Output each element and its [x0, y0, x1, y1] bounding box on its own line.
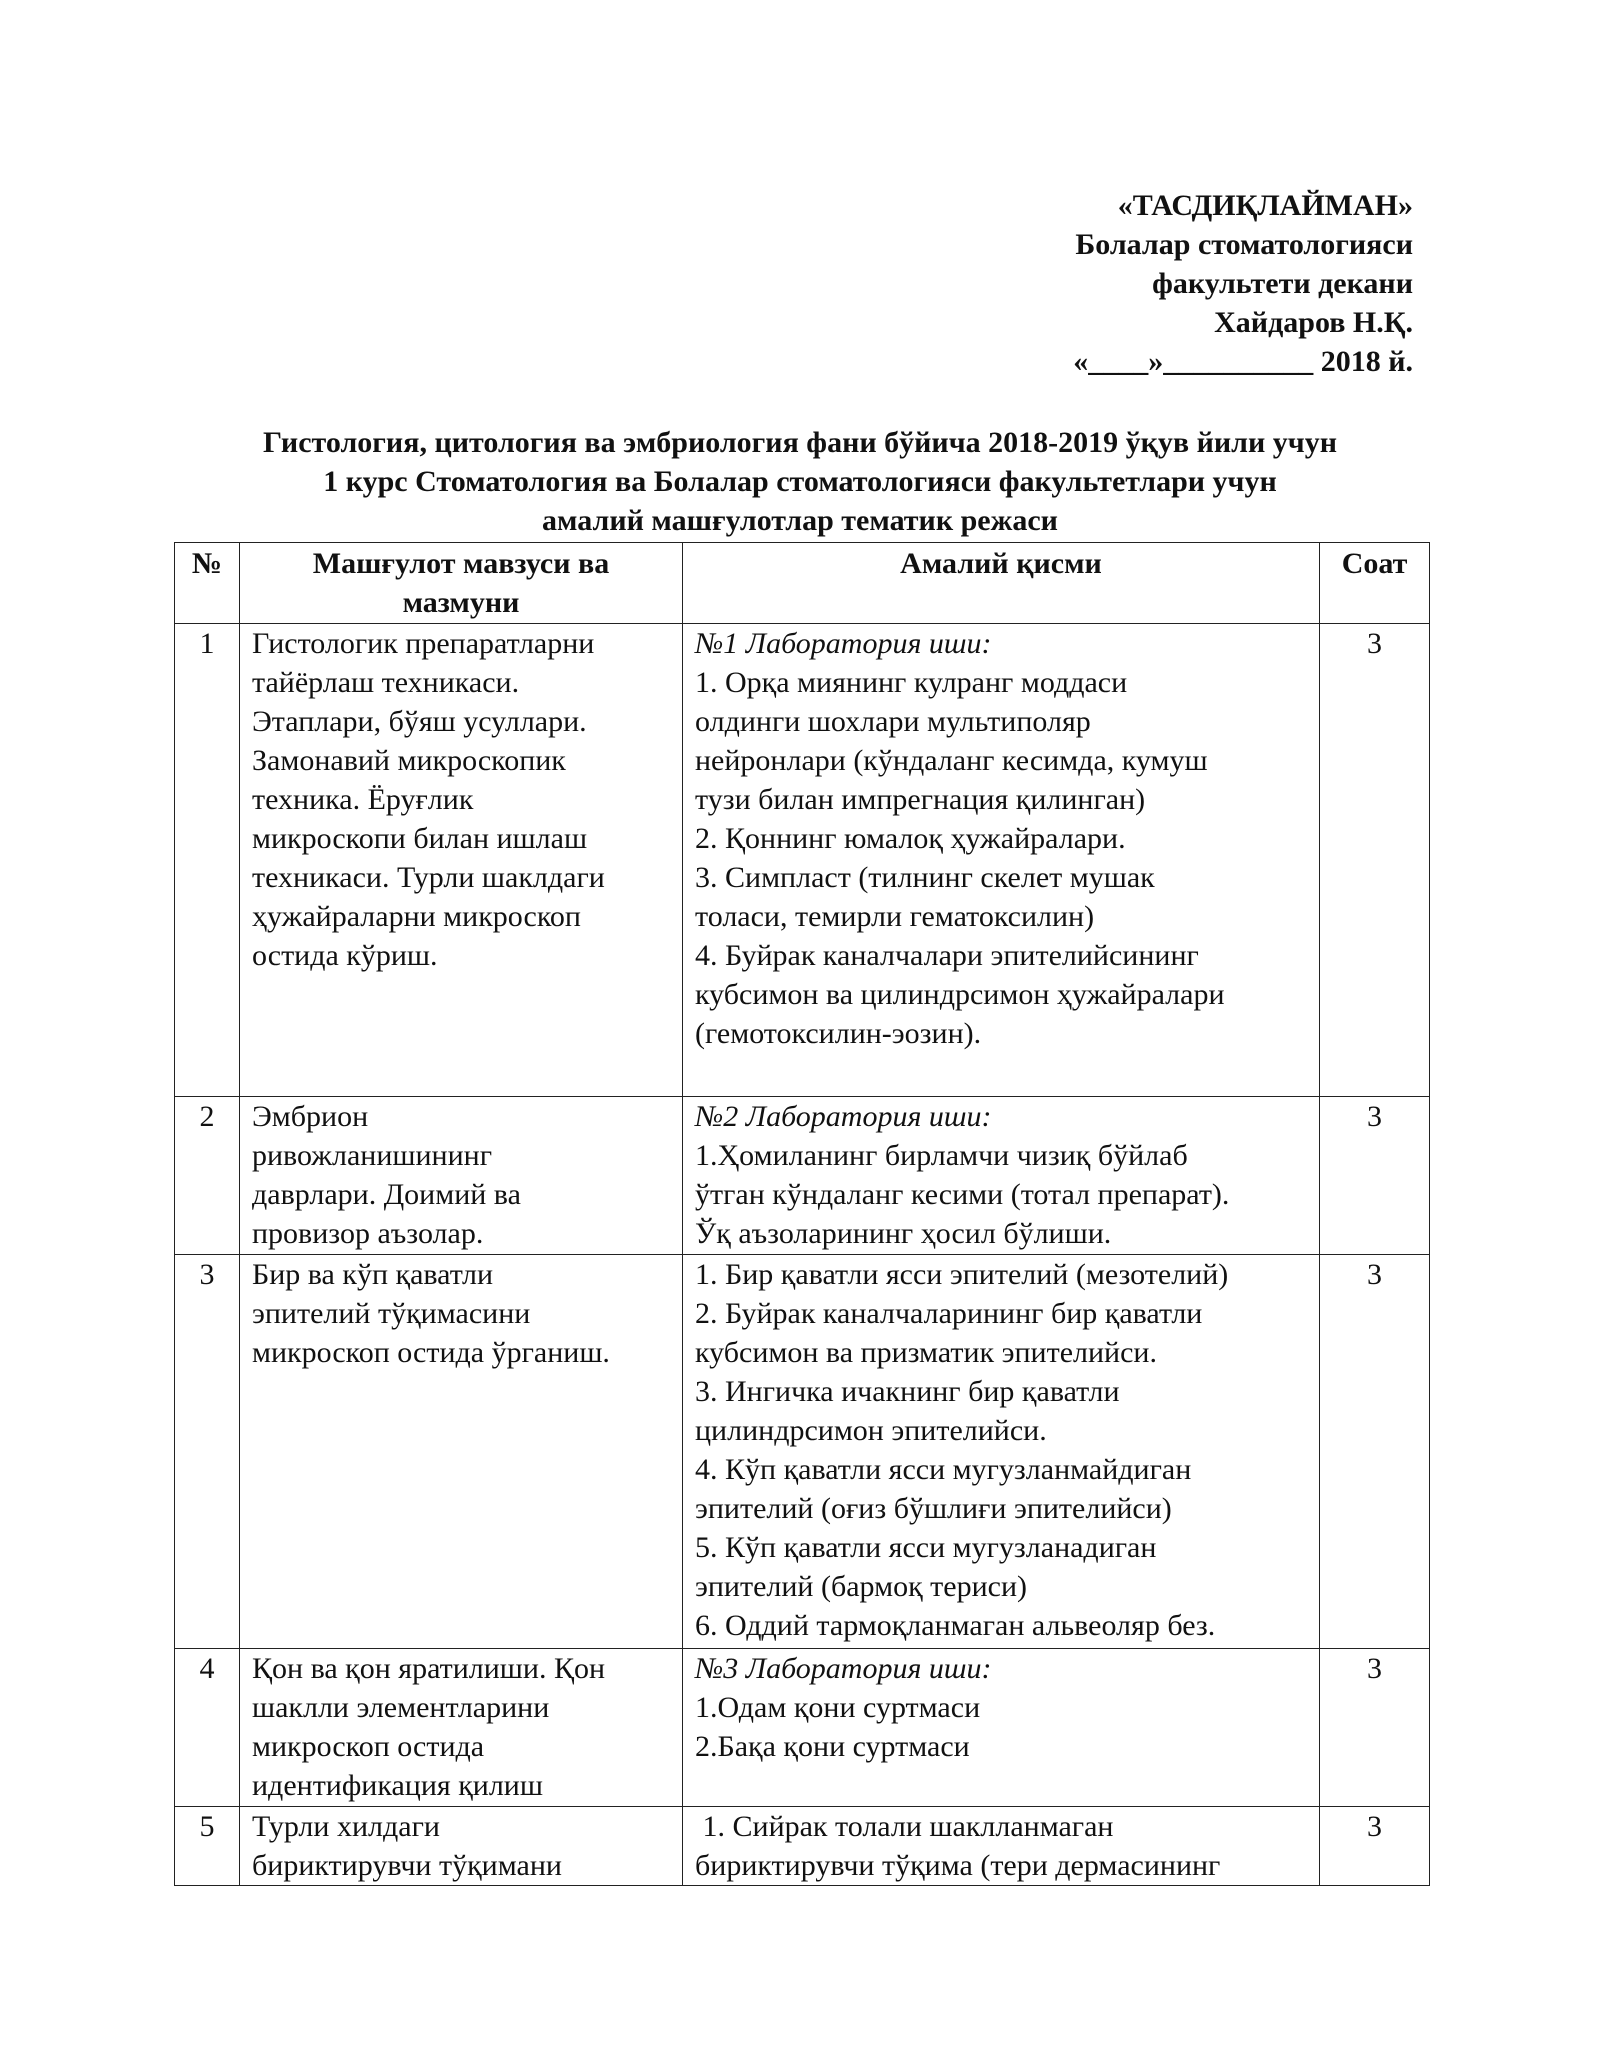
row-number: 1	[175, 624, 240, 1097]
practical-line: 1.Одам қони суртмаси	[695, 1691, 981, 1724]
row-number: 3	[175, 1255, 240, 1649]
approval-position-line1: Болалар стоматологияси	[1075, 228, 1413, 261]
practical-line: 5. Кўп қаватли ясси мугузланадиган	[695, 1531, 1157, 1564]
topic-line: техникаси. Турли шаклдаги	[252, 861, 605, 894]
topic-line: ҳужайраларни микроскоп	[252, 900, 581, 933]
approval-signatory: Хайдаров Н.Қ.	[1214, 306, 1413, 339]
approval-date-line: «____»__________ 2018 й.	[1073, 345, 1413, 378]
table-row	[175, 624, 1430, 1097]
practical-line: 1. Сийрак толали шаклланмаган	[695, 1810, 1114, 1843]
document-title-line2: 1 курс Стоматология ва Болалар стоматологияси факультетлари учун	[323, 465, 1277, 498]
practical-line: эпителий (бармоқ териси)	[695, 1570, 1028, 1603]
topic-line: тайёрлаш техникаси.	[252, 666, 520, 699]
topic-line: Гистологик препаратларни	[252, 627, 595, 660]
row-practical	[683, 1649, 1320, 1807]
header-hours: Соат	[1320, 543, 1430, 624]
table-row	[175, 1807, 1430, 1886]
topic-line: микроскопи билан ишлаш	[252, 822, 588, 855]
topic-line: Турли хилдаги	[252, 1810, 440, 1843]
topic-line: Қон ва қон яратилиши. Қон	[252, 1652, 606, 1685]
approval-block	[1073, 186, 1413, 381]
practical-line: 1. Орқа миянинг кулранг моддаси	[695, 666, 1128, 699]
row-topic	[240, 1097, 683, 1255]
topic-line: Замонавий микроскопик	[252, 744, 566, 777]
topic-line: ривожланишининг	[252, 1139, 493, 1172]
topic-line: техника. Ёруғлик	[252, 783, 474, 816]
topic-line: идентификация қилиш	[252, 1769, 543, 1802]
table-row	[175, 1255, 1430, 1649]
practical-line: нейронлари (кўндаланг кесимда, кумуш	[695, 744, 1208, 777]
row-number: 4	[175, 1649, 240, 1807]
practical-line: 4. Кўп қаватли ясси мугузланмайдиган	[695, 1453, 1192, 1486]
document-title-line3: амалий машғулотлар тематик режаси	[542, 504, 1058, 537]
practical-line: 6. Оддий тармоқланмаган альвеоляр без.	[695, 1609, 1216, 1642]
lab-work-label: №1 Лаборатория иши:	[695, 627, 992, 660]
header-practical: Амалий қисми	[683, 543, 1320, 624]
practical-line: 2. Қоннинг юмалоқ ҳужайралари.	[695, 822, 1126, 855]
row-number: 2	[175, 1097, 240, 1255]
approval-heading: «ТАСДИҚЛАЙМАН»	[1117, 189, 1413, 222]
topic-line: провизор аъзолар.	[252, 1217, 484, 1250]
practical-line: 3. Ингичка ичакнинг бир қаватли	[695, 1375, 1120, 1408]
practical-line: 4. Буйрак каналчалари эпителийсининг	[695, 939, 1199, 972]
lab-work-label: №3 Лаборатория иши:	[695, 1652, 992, 1685]
topic-line: микроскоп остида ўрганиш.	[252, 1336, 610, 1369]
topic-line: даврлари. Доимий ва	[252, 1178, 521, 1211]
document-title-line1: Гистология, цитология ва эмбриология фани бўйича 2018-2019 ўқув йили учун	[262, 426, 1337, 459]
header-topic-line1: Машғулот мавзуси ва	[312, 547, 610, 580]
table-row	[175, 1097, 1430, 1255]
row-hours: 3	[1320, 1807, 1430, 1886]
practical-line: кубсимон ва призматик эпителийси.	[695, 1336, 1157, 1369]
topic-line: Эмбрион	[252, 1100, 369, 1133]
table-row	[175, 1649, 1430, 1807]
practical-line: толаси, темирли гематоксилин)	[695, 900, 1095, 933]
topic-line: шаклли элементларини	[252, 1691, 550, 1724]
row-number: 5	[175, 1807, 240, 1886]
practical-line: 1. Бир қаватли ясси эпителий (мезотелий)	[695, 1258, 1229, 1291]
practical-line: 3. Симпласт (тилнинг скелет мушак	[695, 861, 1155, 894]
row-hours: 3	[1320, 1097, 1430, 1255]
practical-line: (гемотоксилин-эозин).	[695, 1017, 982, 1050]
practical-line: цилиндрсимон эпителийси.	[695, 1414, 1047, 1447]
header-topic	[240, 543, 683, 624]
row-topic	[240, 1649, 683, 1807]
practical-line: бириктирувчи тўқима (тери дермасининг	[695, 1849, 1221, 1882]
practical-line: тузи билан импрегнация қилинган)	[695, 783, 1146, 816]
topic-line: микроскоп остида	[252, 1730, 485, 1763]
row-hours: 3	[1320, 1255, 1430, 1649]
header-number: №	[175, 543, 240, 624]
row-topic	[240, 1255, 683, 1649]
topic-line: остида кўриш.	[252, 939, 438, 972]
approval-position-line2: факультети декани	[1152, 267, 1413, 300]
row-practical	[683, 1097, 1320, 1255]
lab-work-label: №2 Лаборатория иши:	[695, 1100, 992, 1133]
topic-line: бириктирувчи тўқимани	[252, 1849, 562, 1882]
row-practical	[683, 1807, 1320, 1886]
row-practical	[683, 1255, 1320, 1649]
row-topic	[240, 1807, 683, 1886]
practical-line: Ўқ аъзоларининг ҳосил бўлиши.	[695, 1217, 1112, 1250]
practical-line: ўтган кўндаланг кесими (тотал препарат).	[695, 1178, 1230, 1211]
thematic-plan-table	[174, 542, 1430, 1886]
practical-line: 2.Бақа қони суртмаси	[695, 1730, 970, 1763]
row-topic	[240, 624, 683, 1097]
topic-line: Этаплари, бўяш усуллари.	[252, 705, 587, 738]
practical-line: кубсимон ва цилиндрсимон ҳужайралари	[695, 978, 1225, 1011]
row-hours: 3	[1320, 624, 1430, 1097]
topic-line: эпителий тўқимасини	[252, 1297, 531, 1330]
practical-line: эпителий (оғиз бўшлиғи эпителийси)	[695, 1492, 1172, 1525]
row-practical	[683, 624, 1320, 1097]
topic-line: Бир ва кўп қаватли	[252, 1258, 494, 1291]
document-title	[173, 423, 1427, 540]
table-header-row	[175, 543, 1430, 624]
practical-line: 2. Буйрак каналчаларининг бир қаватли	[695, 1297, 1203, 1330]
practical-line: 1.Ҳомиланинг бирламчи чизиқ бўйлаб	[695, 1139, 1188, 1172]
practical-line: олдинги шохлари мультиполяр	[695, 705, 1091, 738]
header-topic-line2: мазмуни	[402, 586, 520, 619]
row-hours: 3	[1320, 1649, 1430, 1807]
